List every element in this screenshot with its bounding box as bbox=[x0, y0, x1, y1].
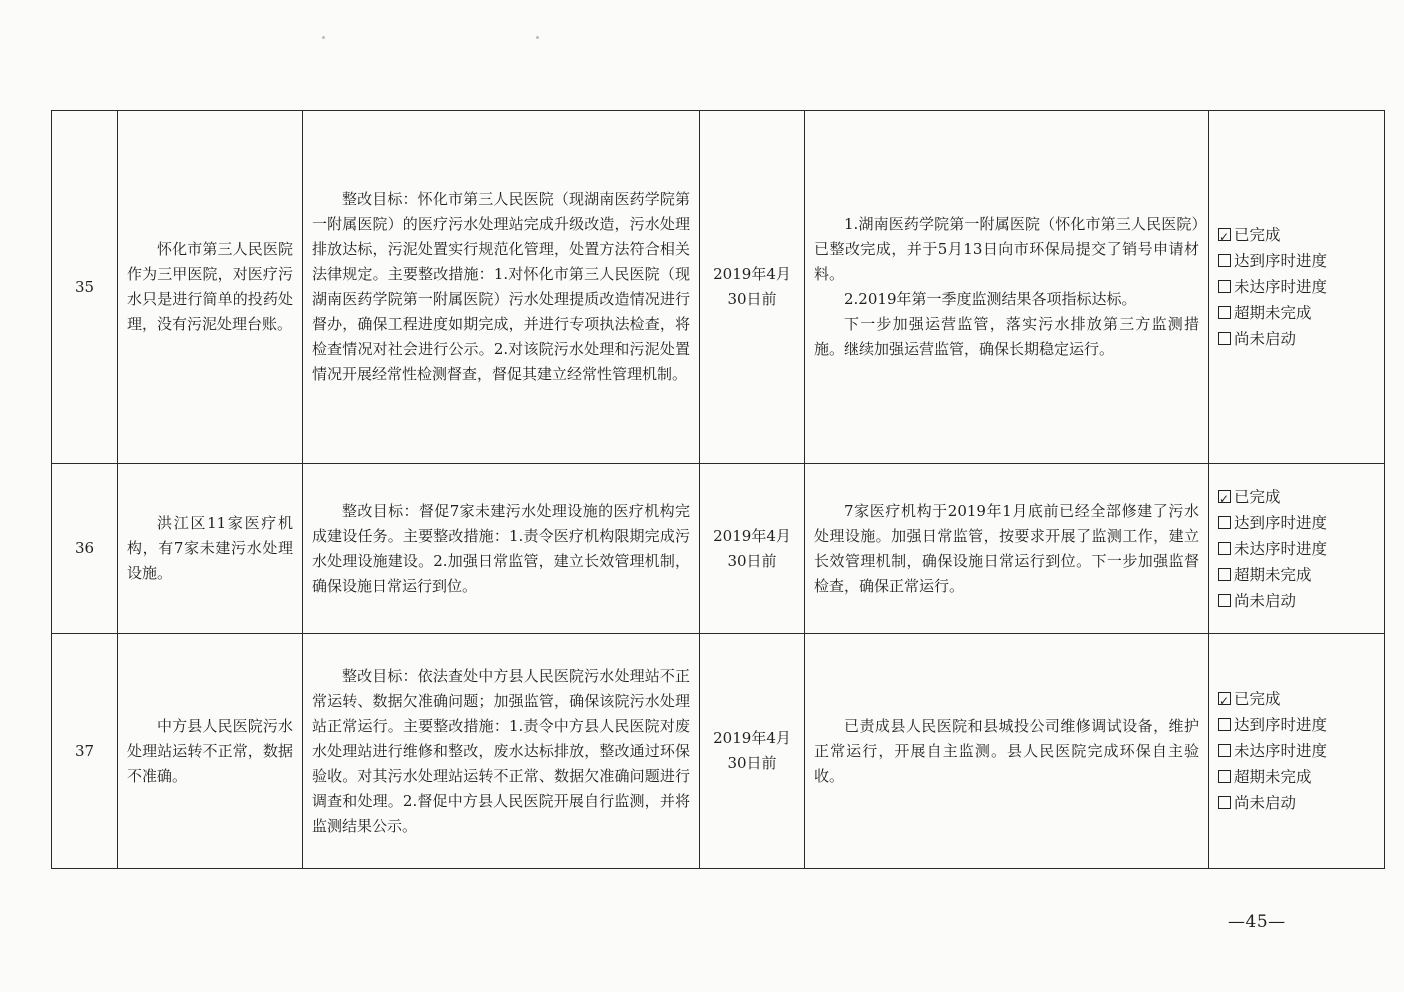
row-number: 36 bbox=[52, 464, 118, 634]
checkbox-icon bbox=[1218, 594, 1231, 607]
checkbox-icon bbox=[1218, 718, 1231, 731]
status-label: 尚未启动 bbox=[1234, 330, 1297, 348]
status-label: 未达序时进度 bbox=[1234, 742, 1328, 760]
status-option bbox=[1218, 536, 1375, 562]
status-option bbox=[1218, 484, 1375, 510]
status-option bbox=[1218, 738, 1375, 764]
checked-box-icon bbox=[1218, 692, 1231, 705]
status-label: 超期未完成 bbox=[1234, 768, 1312, 786]
status-label: 尚未启动 bbox=[1234, 591, 1297, 610]
problem-text: 怀化市第三人民医院作为三甲医院，对医疗污水只是进行简单的投药处理，没有污泥处理台账。 bbox=[127, 240, 293, 333]
progress-paragraph: 2.2019年第一季度监测结果各项指标达标。 bbox=[844, 290, 1137, 308]
table-row bbox=[52, 464, 1385, 634]
status-label: 未达序时进度 bbox=[1234, 278, 1328, 296]
row-number: 37 bbox=[52, 634, 118, 869]
checkbox-icon bbox=[1218, 254, 1231, 267]
measures-cell bbox=[303, 464, 700, 634]
checkbox-icon bbox=[1218, 516, 1231, 529]
checkbox-icon bbox=[1218, 306, 1231, 319]
status-label: 已完成 bbox=[1234, 487, 1281, 506]
progress-paragraph: 已责成县人民医院和县城投公司维修调试设备，维护正常运行，开展自主监测。县人民医院完成环保自主验收。 bbox=[814, 716, 1199, 785]
status-label: 达到序时进度 bbox=[1234, 513, 1328, 532]
status-label: 超期未完成 bbox=[1234, 565, 1312, 584]
progress-paragraph: 7家医疗机构于2019年1月底前已经全部修建了污水处理设施。加强日常监管，按要求开展了监测工作，建立长效管理机制，确保设施日常运行到位。下一步加强监督检查，确保正常运行。 bbox=[814, 501, 1199, 595]
deadline-cell: 2019年4月30日前 bbox=[700, 634, 805, 869]
checked-box-icon bbox=[1218, 490, 1231, 503]
checkbox-icon bbox=[1218, 332, 1231, 345]
status-label: 超期未完成 bbox=[1234, 304, 1312, 322]
status-option bbox=[1218, 588, 1375, 614]
status-option bbox=[1218, 712, 1375, 738]
progress-cell bbox=[805, 634, 1209, 869]
page-number: —45— bbox=[1228, 912, 1286, 932]
status-option bbox=[1218, 248, 1375, 274]
measures-text: 整改目标：督促7家未建污水处理设施的医疗机构完成建设任务。主要整改措施：1.责令医疗机构限期完成污水处理设施建设。2.加强日常监管，建立长效管理机制，确保设施日常运行到位。 bbox=[312, 501, 690, 595]
status-option bbox=[1218, 764, 1375, 790]
checked-box-icon bbox=[1218, 228, 1231, 241]
checkbox-icon bbox=[1218, 280, 1231, 293]
status-option bbox=[1218, 222, 1375, 248]
table-row bbox=[52, 111, 1385, 464]
progress-paragraph: 1.湖南医药学院第一附属医院（怀化市第三人民医院）已整改完成，并于5月13日向市环保局提交了销号申请材料。 bbox=[814, 215, 1199, 283]
status-cell bbox=[1209, 634, 1385, 869]
deadline-cell: 2019年4月30日前 bbox=[700, 111, 805, 464]
measures-cell bbox=[303, 111, 700, 464]
status-option bbox=[1218, 790, 1375, 816]
problem-text: 中方县人民医院污水处理站运转不正常，数据不准确。 bbox=[127, 716, 293, 785]
status-label: 已完成 bbox=[1234, 690, 1281, 708]
problem-cell bbox=[118, 634, 303, 869]
status-label: 已完成 bbox=[1234, 226, 1281, 244]
status-option bbox=[1218, 510, 1375, 536]
row-number: 35 bbox=[52, 111, 118, 464]
status-label: 达到序时进度 bbox=[1234, 716, 1328, 734]
status-label: 尚未启动 bbox=[1234, 794, 1297, 812]
checkbox-icon bbox=[1218, 542, 1231, 555]
deadline-cell: 2019年4月30日前 bbox=[700, 464, 805, 634]
rectification-table bbox=[51, 110, 1385, 869]
checkbox-icon bbox=[1218, 796, 1231, 809]
status-option bbox=[1218, 326, 1375, 352]
problem-text: 洪江区11家医疗机构，有7家未建污水处理设施。 bbox=[127, 514, 293, 582]
progress-cell bbox=[805, 111, 1209, 464]
progress-cell bbox=[805, 464, 1209, 634]
problem-cell bbox=[118, 111, 303, 464]
status-option bbox=[1218, 686, 1375, 712]
measures-cell bbox=[303, 634, 700, 869]
status-cell bbox=[1209, 111, 1385, 464]
status-label: 未达序时进度 bbox=[1234, 539, 1328, 558]
problem-cell bbox=[118, 464, 303, 634]
table-row bbox=[52, 634, 1385, 869]
measures-text: 整改目标：怀化市第三人民医院（现湖南医药学院第一附属医院）的医疗污水处理站完成升级改造，污水处理排放达标，污泥处置实行规范化管理，处置方法符合相关法律规定。主要整改措施：1.对怀化市第三人民医院（现湖南医药学院第一附属医院）污水处理提质改造情况进行督办，确保工程进度如期完成，并进行专项执法检查，将检查情况对社会进行公示。2.对该院污水处理和污泥处置情况开展经常性检测督查，督促其建立经常性管理机制。 bbox=[312, 190, 690, 383]
status-option bbox=[1218, 300, 1375, 326]
status-option bbox=[1218, 274, 1375, 300]
progress-paragraph: 下一步加强运营监管，落实污水排放第三方监测措施。继续加强运营监管，确保长期稳定运行。 bbox=[814, 315, 1199, 358]
measures-text: 整改目标：依法查处中方县人民医院污水处理站不正常运转、数据欠准确问题；加强监管，确保该院污水处理站正常运行。主要整改措施：1.责令中方县人民医院对废水处理站进行维修和整改，废水达标排放，整改通过环保验收。对其污水处理站运转不正常、数据欠准确问题进行调查和处理。2.督促中方县人民医院开展自行监测，并将监测结果公示。 bbox=[312, 666, 690, 835]
status-label: 达到序时进度 bbox=[1234, 252, 1328, 270]
checkbox-icon bbox=[1218, 568, 1231, 581]
status-option bbox=[1218, 562, 1375, 588]
status-cell bbox=[1209, 464, 1385, 634]
checkbox-icon bbox=[1218, 770, 1231, 783]
checkbox-icon bbox=[1218, 744, 1231, 757]
